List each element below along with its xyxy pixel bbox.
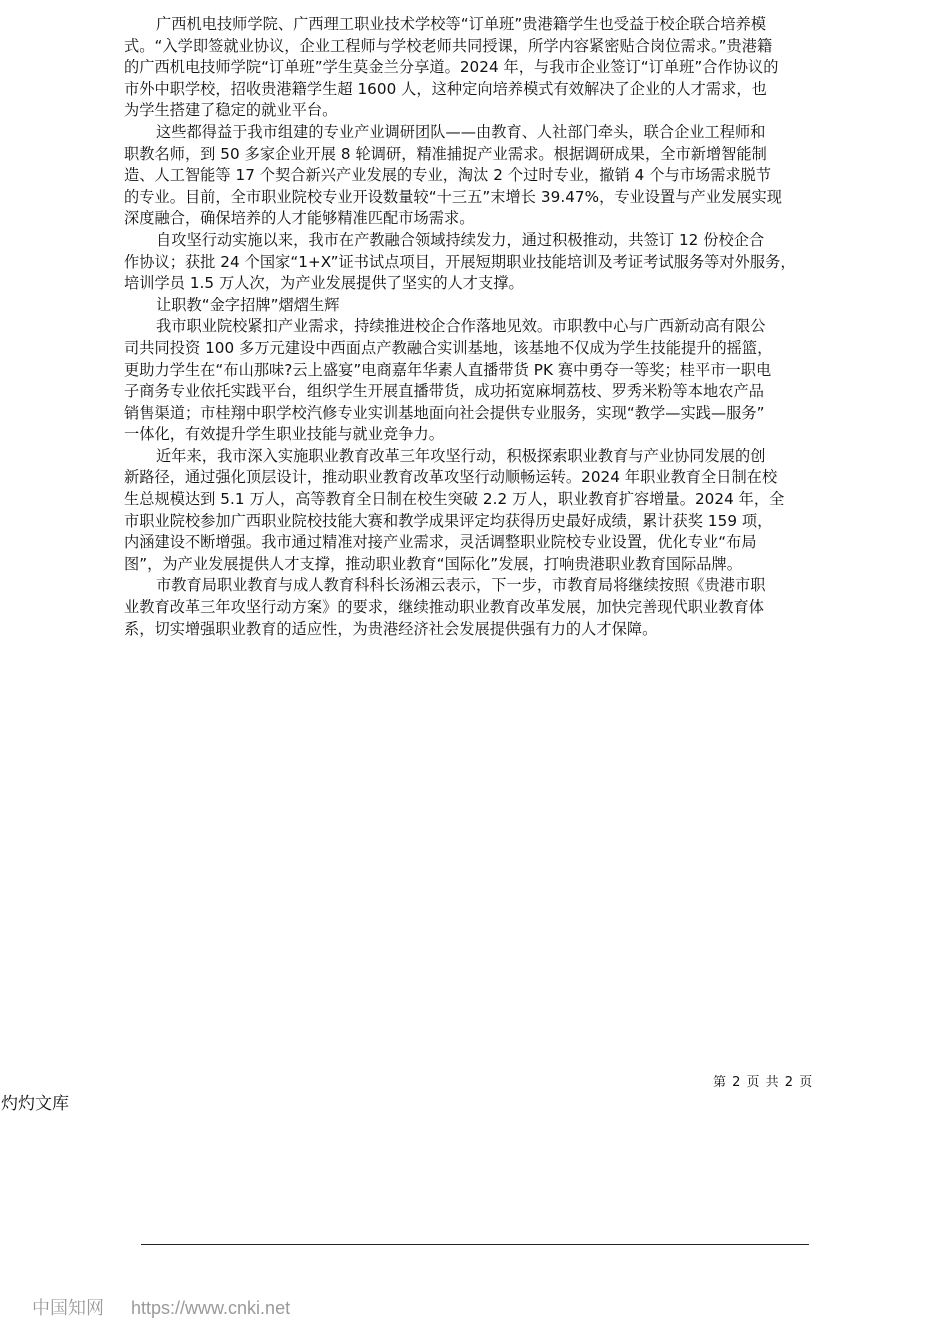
text-line: 广西机电技师学院、广西理工职业技术学校等“订单班”贵港籍学生也受益于校企联合培养模 [156, 15, 767, 33]
site-url-link[interactable]: https://www.cnki.net [131, 1298, 291, 1318]
page-number: 第 2 页 共 2 页 [713, 1075, 813, 1090]
paragraph-3 [124, 230, 829, 295]
text-line: 生总规模达到 5.1 万人，高等教育全日制在校生突破 2.2 万人，职业教育扩容增量。2024 年，全 [124, 490, 785, 509]
text-line: 我市职业院校紧扣产业需求，持续推进校企合作落地见效。市职教中心与广西新动高有限公 [156, 317, 766, 336]
document-body [124, 14, 829, 640]
text-line: 培训学员 1.5 万人次，为产业发展提供了坚实的人才支撑。 [124, 274, 524, 293]
text-line: 这些都得益于我市组建的专业产业调研团队——由教育、人社部门牵头，联合企业工程师和 [156, 122, 766, 141]
text-line: 造、人工智能等 17 个契合新兴产业发展的专业，淘汰 2 个过时专业，撤销 4 个与市场需求脱节 [124, 166, 772, 185]
text-line: 一体化，有效提升学生职业技能与就业竞争力。 [124, 425, 444, 444]
section-heading [124, 295, 829, 317]
section-heading-text: 让职教“金字招牌”熠熠生辉 [156, 295, 340, 314]
text-line: 式。“入学即签就业协议，企业工程师与学校老师共同授课，所学内容紧密贴合岗位需求。”贵港籍 [124, 36, 773, 55]
text-line: 子商务专业依托实践平台，组织学生开展直播带货，成功拓宽麻垌荔枝、罗秀米粉等本地农产品 [124, 382, 764, 401]
text-line: 作协议；获批 24 个国家“1+X”证书试点项目，开展短期职业技能培训及考证考试服务等对外服务， [124, 252, 796, 271]
paragraph-6 [124, 446, 829, 576]
text-line: 深度融合，确保培养的人才能够精准匹配市场需求。 [124, 209, 475, 228]
text-line: 更助力学生在“布山那味?云上盛宴”电商嘉年华素人直播带货 PK 赛中勇夺一等奖；桂平市一职电 [124, 360, 772, 379]
text-line: 自攻坚行动实施以来，我市在产教融合领域持续发力，通过积极推动，共签订 12 份校企合 [156, 230, 765, 249]
paragraph-2 [124, 122, 829, 230]
paragraph-5 [124, 316, 829, 446]
watermark-text: 灼灼文库 [1, 1094, 69, 1114]
text-line: 新路径，通过强化顶层设计，推动职业教育改革攻坚行动顺畅运转。2024 年职业教育全日制在校 [124, 468, 778, 487]
text-line: 的专业。目前，全市职业院校专业开设数量较“十三五”末增长 39.47%，专业设置与产业发展实现 [124, 187, 782, 206]
text-line: 系，切实增强职业教育的适应性，为贵港经济社会发展提供强有力的人才保障。 [124, 619, 658, 638]
text-line: 近年来，我市深入实施职业教育改革三年攻坚行动，积极探索职业教育与产业协同发展的创 [156, 446, 766, 465]
text-line: 司共同投资 100 多万元建设中西面点产教融合实训基地，该基地不仅成为学生技能提升的摇篮， [124, 338, 773, 357]
text-line: 销售渠道；市桂翔中职学校汽修专业实训基地面向社会提供专业服务，实现“教学—实践—服务” [124, 403, 765, 422]
text-line: 为学生搭建了稳定的就业平台。 [124, 101, 338, 120]
text-line: 市职业院校参加广西职业院校技能大赛和教学成果评定均获得历史最好成绩，累计获奖 159 项， [124, 511, 773, 530]
text-line: 图”，为产业发展提供人才支撑，推动职业教育“国际化”发展，打响贵港职业教育国际品牌。 [124, 554, 743, 573]
text-line: 的广西机电技师学院“订单班”学生莫金兰分享道。2024 年，与我市企业签订“订单班”合作协议的 [124, 58, 779, 77]
text-line: 职教名师，到 50 多家企业开展 8 轮调研，精准捕捉产业需求。根据调研成果，全市新增智能制 [124, 144, 767, 163]
text-line: 市外中职学校，招收贵港籍学生超 1600 人，这种定向培养模式有效解决了企业的人才需求，也 [124, 79, 767, 98]
paragraph-1 [124, 14, 829, 122]
footer-divider [141, 1244, 809, 1245]
text-line: 业教育改革三年攻坚行动方案》的要求，继续推动职业教育改革发展，加快完善现代职业教育体 [124, 598, 764, 617]
site-name: 中国知网 [32, 1298, 104, 1318]
cnki-footer [32, 1294, 290, 1320]
paragraph-7 [124, 575, 829, 640]
text-line: 市教育局职业教育与成人教育科科长汤湘云表示，下一步，市教育局将继续按照《贵港市职 [156, 576, 766, 595]
text-line: 内涵建设不断增强。我市通过精准对接产业需求，灵活调整职业院校专业设置，优化专业“布局 [124, 533, 757, 552]
